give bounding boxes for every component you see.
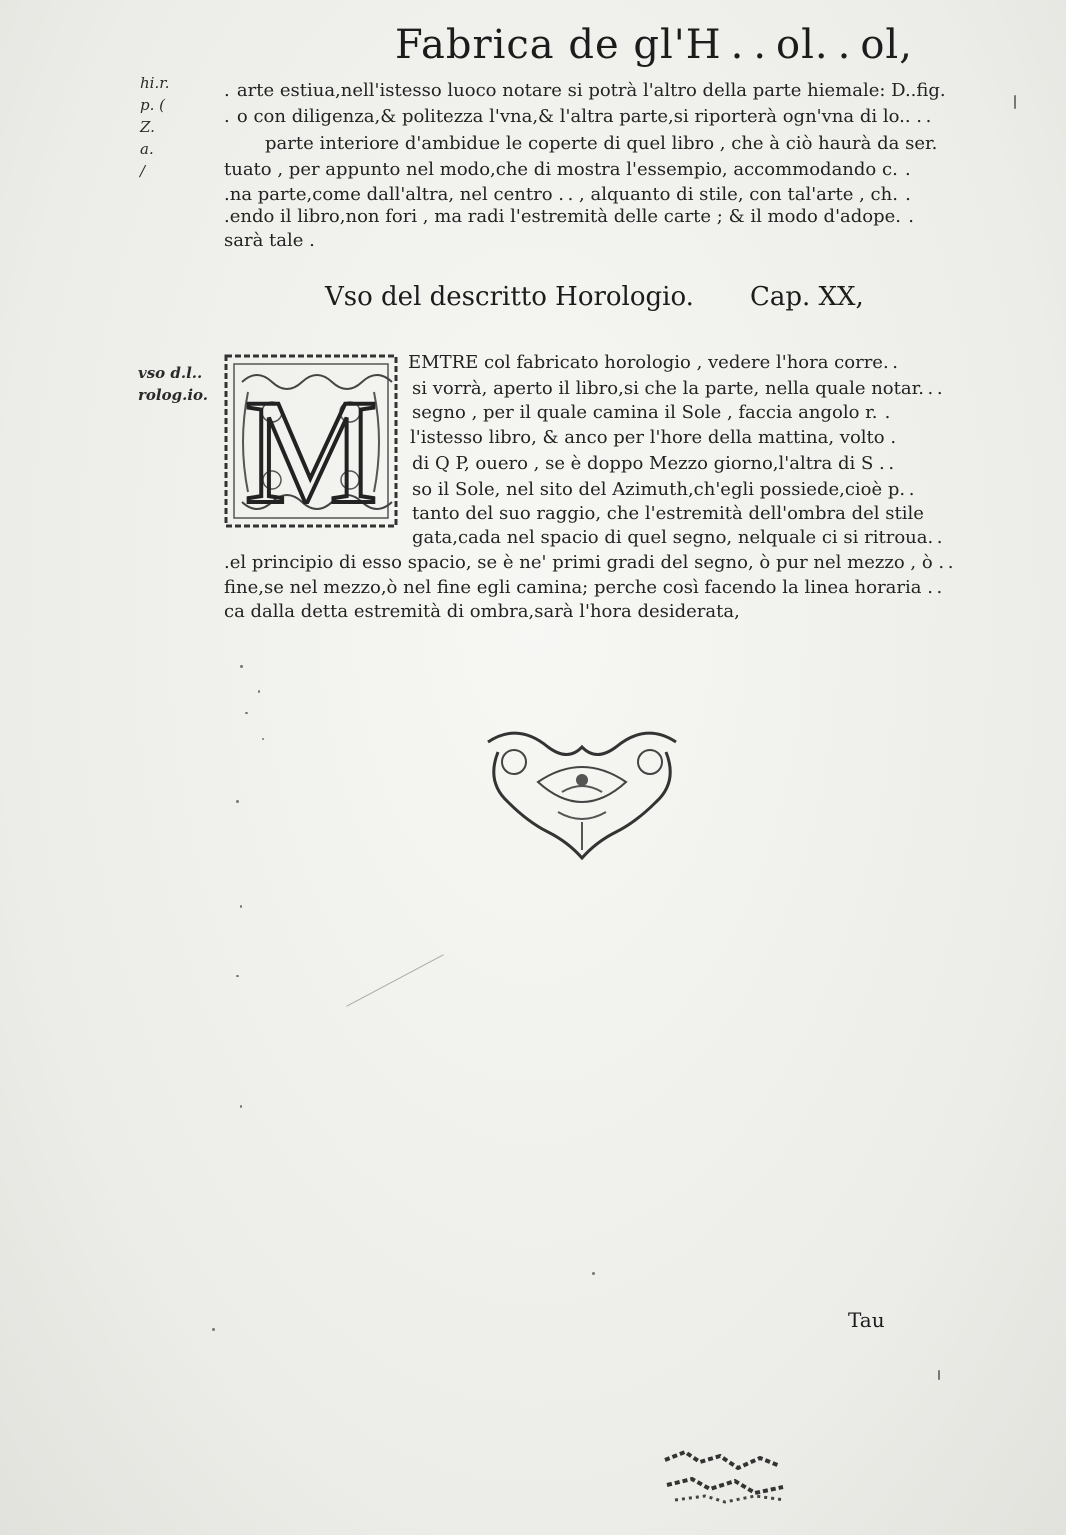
paragraph-1-line-3: parte interiore d'ambidue le coperte di quel libro , che à ciò haurà da ser. [265,133,938,154]
paragraph-2-line-5: di Q P, ouero , se è doppo Mezzo giorno,l'altra di S . . [412,453,895,474]
paragraph-2-full-line-1: .el principio di esso spacio, se è ne' primi gradi del segno, ò pur nel mezzo , ò . . [224,552,954,573]
paragraph-2-line-1: EMTRE col fabricato horologio , vedere l'hora corre. . [408,352,898,373]
paragraph-1-line-5: .na parte,come dall'altra, nel centro . . , alquanto di stile, con tal'arte , ch. . [224,184,911,205]
paragraph-2-full-line-3: ca dalla detta estremità di ombra,sarà l'hora desiderata, [224,601,740,622]
bottom-smudge [655,1440,805,1510]
running-head: Fabrica de gl'H . . ol. . ol, [395,22,913,68]
margin-note-middle: vso d.l.. rolog.io. [138,364,208,404]
initial-letter: M [244,369,378,530]
chapter-number: Cap. XX, [749,282,864,312]
decorated-initial [222,352,400,530]
paragraph-2-line-8: gata,cada nel spacio di quel segno, nelquale ci si ritroua. . [412,527,943,548]
chapter-heading [325,282,864,312]
chapter-title: Vso del descritto Horologio. [325,282,694,312]
paragraph-2-line-4: l'istesso libro, & anco per l'hore della mattina, volto . [410,427,897,448]
paragraph-1-line-2: . o con diligenza,& politezza l'vna,& l'altra parte,si riporterà ogn'vna di lo.. . . [224,106,932,127]
paragraph-1-line-4: tuato , per appunto nel modo,che di mostra l'essempio, accommodando c. . [224,159,911,180]
tailpiece-ornament [478,722,686,860]
paragraph-2-line-3: segno , per il quale camina il Sole , faccia angolo r. . [412,402,891,423]
catchword: Tau [848,1308,885,1332]
paragraph-1-line-7: sarà tale . [224,230,315,251]
paragraph-1-line-6: .endo il libro,non fori , ma radi l'estremità delle carte ; & il modo d'adope. . [224,206,914,227]
paragraph-2-line-7: tanto del suo raggio, che l'estremità dell'ombra del stile [412,503,924,524]
margin-note-top: hi.r. p. ( Z. a. / [140,74,170,180]
paragraph-2-line-6: so il Sole, nel sito del Azimuth,ch'egli possiede,cioè p. . [412,479,915,500]
paragraph-1-line-1: . arte estiua,nell'istesso luoco notare si potrà l'altro della parte hiemale: D..fig. [224,80,946,101]
paragraph-2-full-line-2: fine,se nel mezzo,ò nel fine egli camina; perche così facendo la linea horaria . . [224,577,943,598]
paragraph-2-line-2: si vorrà, aperto il libro,si che la parte, nella quale notar. . . [412,378,943,399]
